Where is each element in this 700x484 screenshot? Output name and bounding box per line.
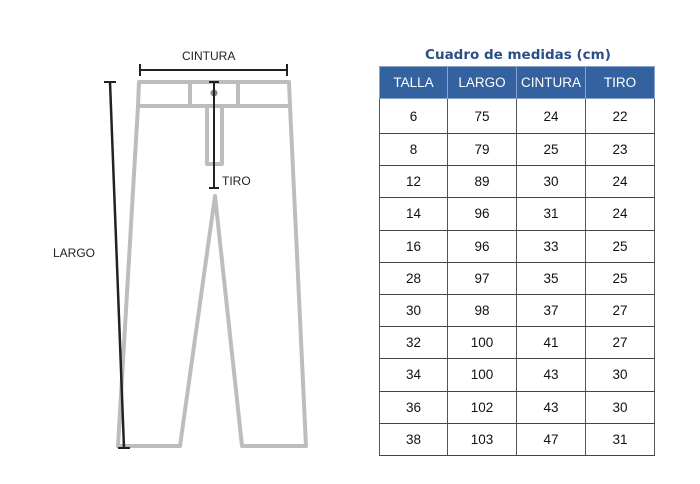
table-row bbox=[380, 391, 655, 423]
cell-talla: 32 bbox=[380, 327, 448, 359]
table-row bbox=[380, 166, 655, 198]
header-tiro: TIRO bbox=[586, 67, 655, 99]
cell-cintura: 43 bbox=[517, 391, 586, 423]
cell-tiro: 27 bbox=[586, 294, 655, 326]
cell-largo: 97 bbox=[448, 262, 517, 294]
cell-talla: 34 bbox=[380, 359, 448, 391]
header-largo: LARGO bbox=[448, 67, 517, 99]
cell-talla: 6 bbox=[380, 99, 448, 134]
cell-cintura: 41 bbox=[517, 327, 586, 359]
cell-cintura: 24 bbox=[517, 99, 586, 134]
table-row bbox=[380, 198, 655, 230]
cell-largo: 103 bbox=[448, 423, 517, 455]
cell-cintura: 43 bbox=[517, 359, 586, 391]
cell-talla: 12 bbox=[380, 166, 448, 198]
cell-tiro: 30 bbox=[586, 391, 655, 423]
cell-cintura: 47 bbox=[517, 423, 586, 455]
table-row bbox=[380, 294, 655, 326]
cell-largo: 96 bbox=[448, 198, 517, 230]
table-header-row bbox=[380, 67, 655, 99]
cell-largo: 98 bbox=[448, 294, 517, 326]
size-chart-table bbox=[379, 66, 655, 456]
pants-outline bbox=[118, 82, 306, 446]
cell-tiro: 24 bbox=[586, 166, 655, 198]
cell-tiro: 25 bbox=[586, 262, 655, 294]
largo-line bbox=[110, 82, 124, 448]
table-row bbox=[380, 99, 655, 134]
cell-tiro: 24 bbox=[586, 198, 655, 230]
table-row bbox=[380, 327, 655, 359]
largo-label: LARGO bbox=[53, 246, 96, 260]
header-talla: TALLA bbox=[380, 67, 448, 99]
cell-talla: 16 bbox=[380, 230, 448, 262]
cell-largo: 102 bbox=[448, 391, 517, 423]
cintura-label: CINTURA bbox=[182, 49, 236, 63]
cell-cintura: 31 bbox=[517, 198, 586, 230]
table-row bbox=[380, 134, 655, 166]
cell-talla: 38 bbox=[380, 423, 448, 455]
cell-talla: 8 bbox=[380, 134, 448, 166]
tiro-label: TIRO bbox=[222, 174, 251, 188]
cell-tiro: 30 bbox=[586, 359, 655, 391]
table-row bbox=[380, 262, 655, 294]
cell-tiro: 25 bbox=[586, 230, 655, 262]
cell-largo: 100 bbox=[448, 327, 517, 359]
cell-tiro: 23 bbox=[586, 134, 655, 166]
table-title: Cuadro de medidas (cm) bbox=[425, 47, 611, 63]
cell-talla: 30 bbox=[380, 294, 448, 326]
table-row bbox=[380, 230, 655, 262]
cell-talla: 14 bbox=[380, 198, 448, 230]
cell-largo: 100 bbox=[448, 359, 517, 391]
cell-largo: 96 bbox=[448, 230, 517, 262]
table-row bbox=[380, 359, 655, 391]
cell-largo: 75 bbox=[448, 99, 517, 134]
table-row bbox=[380, 423, 655, 455]
cell-tiro: 22 bbox=[586, 99, 655, 134]
cell-cintura: 25 bbox=[517, 134, 586, 166]
header-cintura: CINTURA bbox=[517, 67, 586, 99]
cell-cintura: 33 bbox=[517, 230, 586, 262]
cell-largo: 79 bbox=[448, 134, 517, 166]
cell-tiro: 31 bbox=[586, 423, 655, 455]
cell-talla: 36 bbox=[380, 391, 448, 423]
cell-largo: 89 bbox=[448, 166, 517, 198]
cell-cintura: 37 bbox=[517, 294, 586, 326]
cell-cintura: 30 bbox=[517, 166, 586, 198]
cell-talla: 28 bbox=[380, 262, 448, 294]
cell-cintura: 35 bbox=[517, 262, 586, 294]
cell-tiro: 27 bbox=[586, 327, 655, 359]
